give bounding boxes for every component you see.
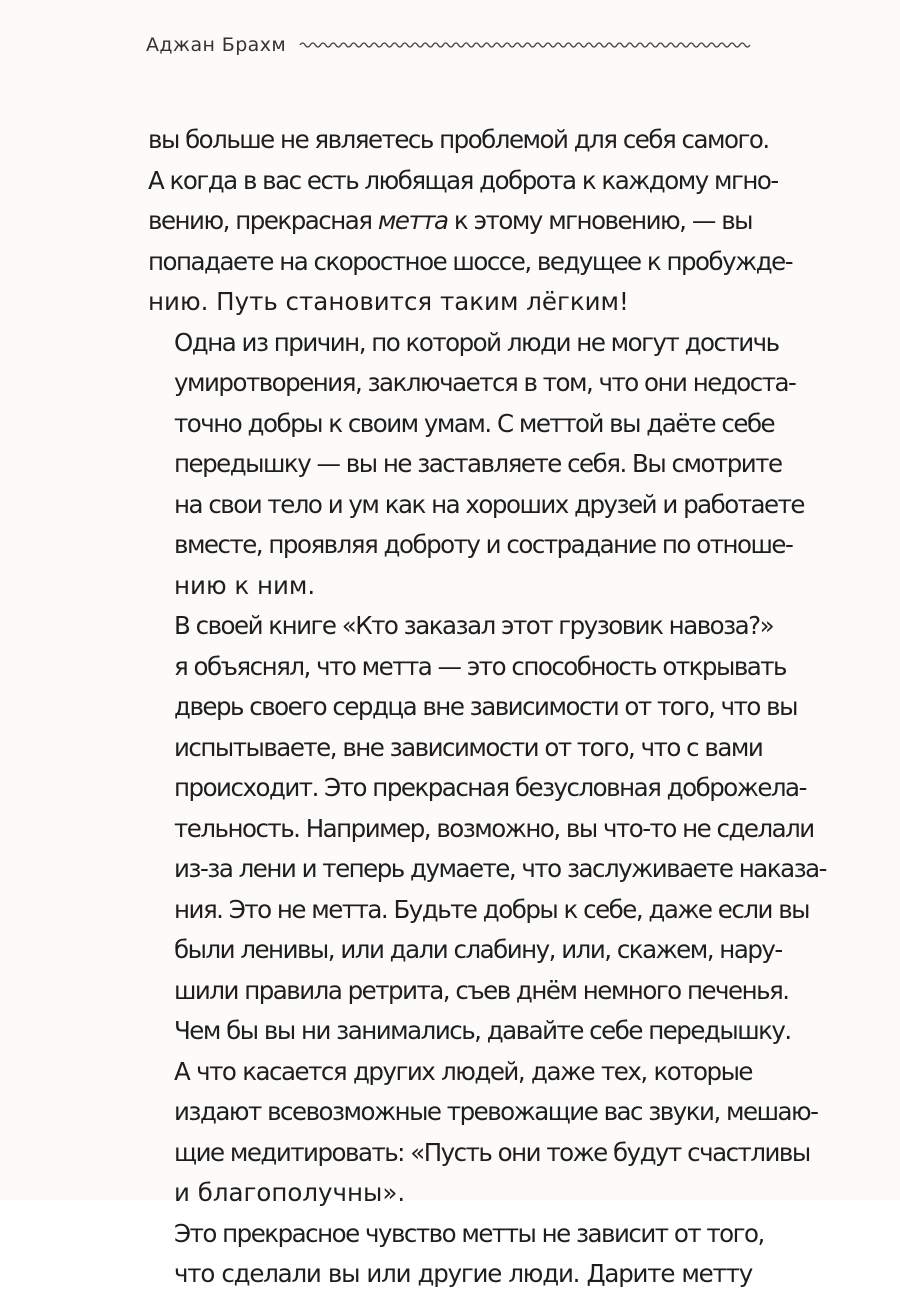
page-header bbox=[146, 30, 750, 60]
text-run: попадаете на скоростное шоссе, ведущее к пробужде- bbox=[148, 246, 793, 276]
text-line bbox=[148, 525, 793, 566]
paragraph bbox=[148, 1214, 764, 1295]
text-run: издают всевозможные тревожащие вас звуки, мешаю- bbox=[174, 1097, 818, 1126]
text-line bbox=[148, 1011, 791, 1052]
text-run: щие медитировать: «Пусть они тоже будут счастливы bbox=[174, 1137, 810, 1167]
text-run: тельность. Например, возможно, вы что-то не сделали bbox=[174, 813, 814, 843]
text-run: испытываете, вне зависимости от того, что с вами bbox=[174, 732, 763, 762]
text-line bbox=[148, 120, 769, 161]
text-run: вы больше не являетесь проблемой для себя самого. bbox=[148, 125, 769, 154]
text-line bbox=[148, 566, 752, 607]
text-line bbox=[148, 606, 774, 647]
text-line bbox=[148, 728, 763, 769]
text-line bbox=[148, 1052, 752, 1093]
text-run: дверь своего сердца вне зависимости от того, что вы bbox=[174, 692, 797, 721]
text-line bbox=[148, 485, 804, 526]
paragraph bbox=[148, 120, 793, 323]
decorative-wavy-rule bbox=[300, 40, 750, 50]
text-run: ния. Это не метта. Будьте добры к себе, даже если вы bbox=[174, 894, 809, 924]
text-run: шили правила ретрита, съев днём немного печенья. bbox=[174, 975, 789, 1005]
text-run: были ленивы, или дали слабину, или, скажем, нару- bbox=[174, 935, 782, 964]
text-run: к этому мгновению, — вы bbox=[447, 206, 752, 235]
text-run: и благополучны». bbox=[174, 1178, 406, 1207]
text-line bbox=[148, 404, 775, 445]
paragraph bbox=[148, 323, 804, 607]
text-line bbox=[148, 971, 789, 1012]
text-line bbox=[148, 849, 827, 890]
text-line bbox=[148, 1214, 764, 1255]
paragraph bbox=[148, 606, 827, 1214]
text-run: передышку — вы не заставляете себя. Вы смотрите bbox=[174, 449, 782, 478]
text-line bbox=[148, 890, 809, 931]
text-line bbox=[148, 687, 797, 728]
text-run: умиротворения, заключается в том, что они недоста- bbox=[174, 368, 796, 397]
text-line bbox=[148, 363, 796, 404]
text-run: нию к ним. bbox=[174, 570, 316, 600]
text-run: В своей книге «Кто заказал этот грузовик навоза?» bbox=[174, 611, 774, 640]
text-line bbox=[148, 242, 793, 283]
text-line bbox=[148, 161, 778, 202]
text-line bbox=[148, 809, 814, 850]
text-run: что сделали вы или другие люди. Дарите метту bbox=[174, 1259, 752, 1288]
text-line bbox=[148, 1092, 818, 1133]
text-run: я объяснял, что метта — это способность открывать bbox=[174, 651, 786, 681]
text-line bbox=[148, 768, 806, 809]
text-run: точно добры к своим умам. С меттой вы даёте себе bbox=[174, 408, 775, 438]
text-run: А когда в вас есть любящая доброта к каждому мгно- bbox=[148, 165, 778, 195]
text-line bbox=[148, 323, 779, 364]
text-run: на свои тело и ум как на хороших друзей и работаете bbox=[174, 489, 804, 519]
text-line bbox=[148, 647, 786, 688]
text-line bbox=[148, 444, 782, 485]
text-line bbox=[148, 282, 752, 323]
text-run: Это прекрасное чувство метты не зависит от того, bbox=[174, 1218, 764, 1248]
text-line bbox=[148, 201, 752, 242]
body-text bbox=[148, 120, 827, 1295]
text-run: нию. Путь становится таким лёгким! bbox=[148, 287, 629, 316]
italic-term: метта bbox=[377, 206, 448, 235]
text-line bbox=[148, 930, 782, 971]
text-line bbox=[148, 1133, 810, 1174]
text-run: происходит. Это прекрасная безусловная доброжела- bbox=[174, 773, 806, 802]
text-run: Одна из причин, по которой люди не могут достичь bbox=[174, 327, 779, 357]
running-head: Аджан Брахм bbox=[146, 34, 287, 56]
text-run: Чем бы вы ни занимались, давайте себе передышку. bbox=[174, 1016, 791, 1045]
text-line bbox=[148, 1254, 752, 1295]
text-run: вместе, проявляя доброту и сострадание по отноше- bbox=[174, 530, 793, 559]
text-line bbox=[148, 1173, 752, 1214]
text-run: из-за лени и теперь думаете, что заслуживаете наказа- bbox=[174, 854, 827, 883]
text-run: вению, прекрасная bbox=[148, 206, 378, 235]
text-run: А что касается других людей, даже тех, которые bbox=[174, 1056, 752, 1086]
